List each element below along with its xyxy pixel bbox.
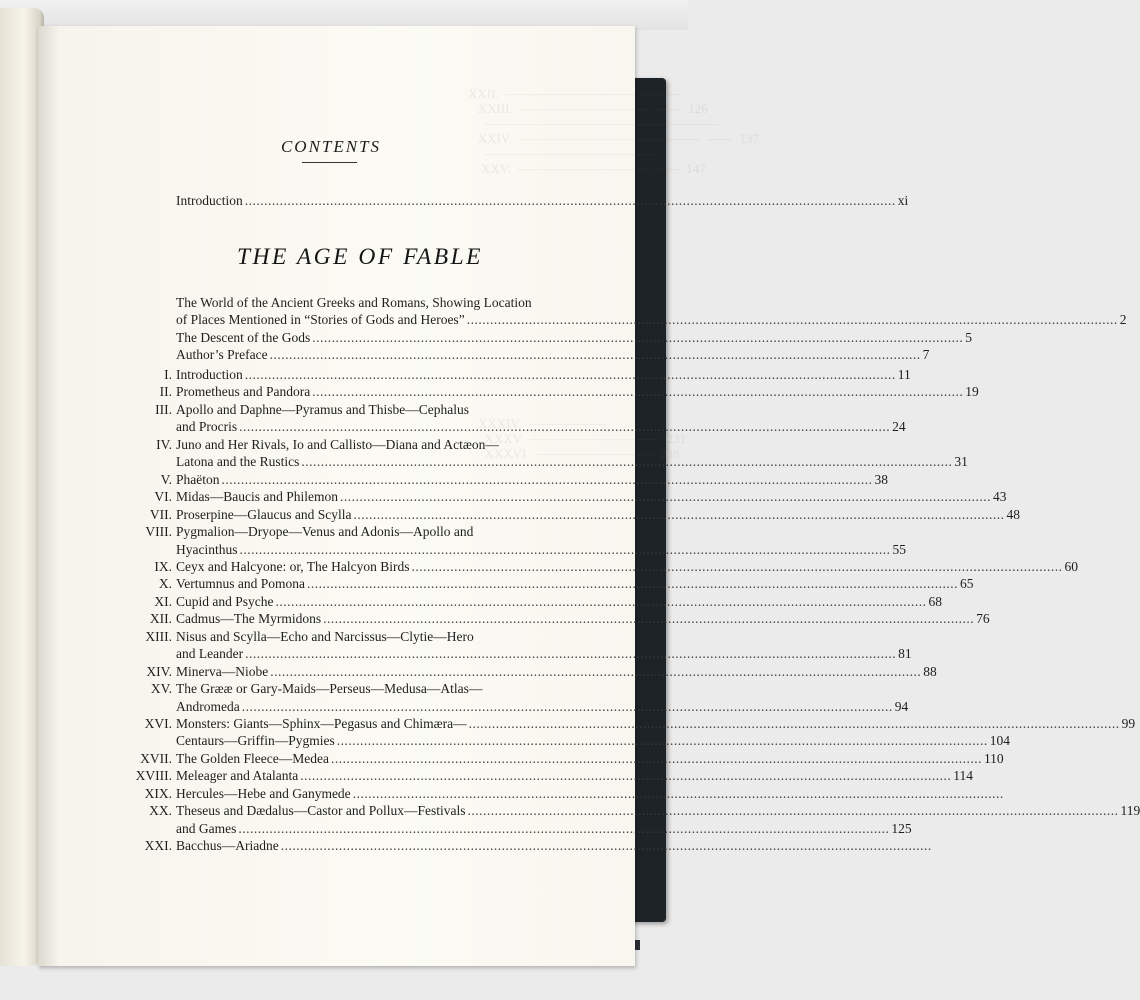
toc-chapter-entry bbox=[176, 645, 912, 662]
toc-chapter-entry-cont bbox=[176, 732, 1010, 749]
toc-chapter-entry bbox=[176, 383, 979, 400]
toc-entry-page: 99 bbox=[1121, 716, 1136, 731]
toc-entry-title: The Descent of the Gods bbox=[176, 329, 311, 345]
chapter-number: IV. bbox=[156, 436, 172, 452]
chapter-number: II. bbox=[159, 384, 172, 400]
dot-leader bbox=[353, 506, 1004, 523]
toc-entry-page: 5 bbox=[965, 329, 972, 345]
chapter-number: X. bbox=[158, 576, 172, 592]
dot-leader bbox=[238, 820, 889, 837]
toc-entry-page: 114 bbox=[953, 768, 973, 784]
toc-chapter-entry bbox=[176, 663, 937, 680]
toc-entry-title: Ceyx and Halcyone: or, The Halcyon Birds bbox=[176, 558, 410, 574]
toc-entry-page: 104 bbox=[989, 733, 1010, 749]
toc-chapter-entry bbox=[176, 506, 1020, 523]
dot-leader bbox=[307, 575, 958, 592]
dot-leader bbox=[245, 645, 896, 662]
toc-chapter-entry bbox=[176, 610, 990, 627]
chapter-number: VIII. bbox=[145, 524, 172, 540]
dot-leader bbox=[353, 785, 1004, 802]
toc-chapter-entry-line1: Pygmalion—Dryope—Venus and Adonis—Apollo and bbox=[176, 524, 474, 540]
toc-chapter-entry bbox=[176, 750, 1004, 767]
chapter-number: V. bbox=[160, 471, 172, 487]
chapter-number: XVII. bbox=[140, 750, 172, 766]
toc-entry-page: 119 bbox=[1120, 803, 1140, 819]
toc-entry-page: 43 bbox=[993, 489, 1007, 505]
toc-chapter-entry bbox=[176, 575, 974, 592]
dot-leader bbox=[312, 329, 963, 346]
toc-entry-title: and Games bbox=[176, 820, 237, 836]
toc-entry-title: Prometheus and Pandora bbox=[176, 384, 311, 400]
toc-entry-page: 94 bbox=[894, 698, 909, 714]
dot-leader bbox=[312, 383, 963, 400]
dot-leader bbox=[467, 311, 1118, 328]
chapter-number: I. bbox=[164, 367, 172, 382]
toc-entry-preliminary bbox=[176, 346, 930, 363]
chapter-number: XII. bbox=[149, 611, 172, 627]
dot-leader bbox=[245, 366, 896, 383]
chapter-number: XX. bbox=[149, 803, 172, 819]
toc-entry-title: Cupid and Psyche bbox=[176, 593, 274, 609]
toc-entry-page: 68 bbox=[928, 593, 942, 609]
toc-entry-title: Andromeda bbox=[176, 698, 240, 714]
toc-entry-title: Hyacinthus bbox=[176, 541, 238, 557]
toc-entry-title: Monsters: Giants—Sphinx—Pegasus and Chimæra— bbox=[176, 716, 467, 731]
toc-entry-page: 88 bbox=[923, 663, 937, 679]
toc-chapter-entry bbox=[176, 802, 1140, 819]
toc-entry-page: 110 bbox=[983, 750, 1004, 766]
toc-entry-page: 31 bbox=[954, 454, 968, 470]
toc-chapter-entry bbox=[176, 767, 973, 784]
toc-chapter-entry-line1: Apollo and Daphne—Pyramus and Thisbe—Cephalus bbox=[176, 401, 469, 417]
toc-entry-title: of Places Mentioned in “Stories of Gods and Heroes” bbox=[176, 312, 465, 328]
toc-entry-title: and Leander bbox=[176, 646, 244, 662]
toc-entry-page: 55 bbox=[892, 541, 906, 557]
chapter-number: XXI. bbox=[144, 838, 172, 854]
chapter-number: XIII. bbox=[145, 628, 172, 644]
toc-entry-page: 81 bbox=[898, 646, 912, 662]
toc-chapter-entry-line1: Nisus and Scylla—Echo and Narcissus—Clytie—Hero bbox=[176, 628, 474, 644]
toc-entry-title: Introduction bbox=[176, 367, 243, 382]
dot-leader bbox=[281, 837, 932, 854]
toc-entry-page: 76 bbox=[976, 611, 990, 627]
toc-chapter-entry bbox=[176, 785, 554, 802]
toc-chapter-entry bbox=[176, 558, 1079, 575]
toc-chapter-entry bbox=[176, 698, 909, 715]
toc-entry-page: 2 bbox=[1119, 312, 1127, 328]
dot-leader bbox=[412, 558, 1063, 575]
chapter-number: VI. bbox=[154, 489, 172, 505]
toc-entry-title: Centaurs—Griffin—Pygmies bbox=[176, 733, 335, 749]
dot-leader bbox=[331, 750, 982, 767]
toc-entry-title: Meleager and Atalanta bbox=[176, 768, 299, 784]
toc-entry-map-line1: The World of the Ancient Greeks and Romans, Showing Location bbox=[176, 295, 532, 310]
dot-leader bbox=[467, 802, 1118, 819]
toc-entry-title: Latona and the Rustics bbox=[176, 454, 300, 470]
dot-leader bbox=[469, 715, 1120, 732]
show-through-text-2: XXXIV. —————— XXXV. —————————— 231 XXXVI. ————————— 238 bbox=[478, 416, 687, 461]
toc-entry-title: Theseus and Dædalus—Castor and Pollux—Festivals bbox=[176, 803, 466, 819]
dot-leader bbox=[270, 346, 921, 363]
toc-chapter-entry bbox=[176, 488, 1007, 505]
dot-leader bbox=[222, 471, 873, 488]
dot-leader bbox=[270, 663, 921, 680]
dot-leader bbox=[240, 541, 891, 558]
toc-entry-page: 38 bbox=[874, 471, 888, 487]
toc-chapter-entry bbox=[176, 541, 906, 558]
toc-chapter-entry bbox=[176, 593, 942, 610]
chapter-number: VII. bbox=[149, 506, 172, 522]
toc-entry-page: 125 bbox=[891, 820, 912, 836]
toc-entry-title: Hercules—Hebe and Ganymede bbox=[176, 785, 351, 801]
dot-leader bbox=[245, 192, 896, 209]
dot-leader bbox=[337, 732, 988, 749]
chapter-number: XI. bbox=[154, 593, 172, 609]
dot-leader bbox=[242, 698, 893, 715]
toc-entry-title: Introduction bbox=[176, 193, 243, 208]
dot-leader bbox=[301, 453, 952, 470]
chapter-number: XVIII. bbox=[135, 768, 172, 784]
toc-chapter-entry bbox=[176, 366, 911, 383]
toc-chapter-entry-line1: The Grææ or Gary-Maids—Perseus—Medusa—Atlas— bbox=[176, 681, 483, 697]
toc-entry-title: Proserpine—Glaucus and Scylla bbox=[176, 506, 352, 522]
section-title: THE AGE OF FABLE bbox=[236, 244, 484, 270]
toc-entry-title: Author’s Preface bbox=[176, 347, 268, 363]
toc-entry-title: Phaëton bbox=[176, 471, 220, 487]
heading-rule bbox=[302, 162, 357, 163]
toc-chapter-entry-line1: Juno and Her Rivals, Io and Callisto—Diana and Actæon— bbox=[176, 436, 499, 452]
toc-entry-title: and Procris bbox=[176, 419, 238, 435]
dot-leader bbox=[300, 767, 951, 784]
toc-entry-page: 24 bbox=[892, 419, 906, 435]
toc-entry-introduction-front bbox=[176, 192, 909, 209]
chapter-number: XIX. bbox=[144, 785, 172, 801]
toc-entry-preliminary bbox=[176, 329, 972, 346]
chapter-number: III. bbox=[155, 401, 172, 417]
toc-entry-map bbox=[176, 311, 1127, 328]
toc-entry-title: Vertumnus and Pomona bbox=[176, 576, 305, 592]
toc-entry-title: Midas—Baucis and Philemon bbox=[176, 489, 338, 505]
toc-chapter-entry bbox=[176, 453, 968, 470]
toc-entry-page: 48 bbox=[1006, 506, 1020, 522]
dot-leader bbox=[340, 488, 991, 505]
toc-chapter-entry bbox=[176, 418, 906, 435]
toc-entry-title: Bacchus—Ariadne bbox=[176, 838, 279, 854]
chapter-number: XIV. bbox=[146, 663, 172, 679]
toc-entry-title: Minerva—Niobe bbox=[176, 663, 269, 679]
toc-chapter-entry bbox=[176, 715, 1136, 732]
chapter-number: IX. bbox=[154, 558, 172, 574]
toc-entry-page: 60 bbox=[1064, 558, 1079, 574]
toc-entry-page: 65 bbox=[960, 576, 974, 592]
toc-entry-page: 11 bbox=[897, 367, 911, 382]
toc-entry-title: The Golden Fleece—Medea bbox=[176, 750, 329, 766]
contents-heading: CONTENTS bbox=[280, 137, 382, 156]
toc-entry-title: Cadmus—The Myrmidons bbox=[176, 611, 322, 627]
toc-entry-page: 19 bbox=[965, 384, 979, 400]
toc-chapter-entry bbox=[176, 837, 554, 854]
dot-leader bbox=[323, 610, 974, 627]
show-through-text: XXII. —————————— ——— XXIII. —————————— —— 126 —————————————————— XXIV. —————————————— —— 137 ————————————— XXV. —————————— —— 147 bbox=[468, 86, 759, 176]
dot-leader bbox=[239, 418, 890, 435]
toc-chapter-entry-cont bbox=[176, 820, 912, 837]
toc-entry-page: xi bbox=[897, 193, 909, 208]
chapter-number: XVI. bbox=[144, 716, 172, 731]
toc-entry-page: 7 bbox=[922, 347, 930, 363]
chapter-number: XV. bbox=[150, 681, 172, 697]
toc-chapter-entry bbox=[176, 471, 888, 488]
dot-leader bbox=[276, 593, 927, 610]
